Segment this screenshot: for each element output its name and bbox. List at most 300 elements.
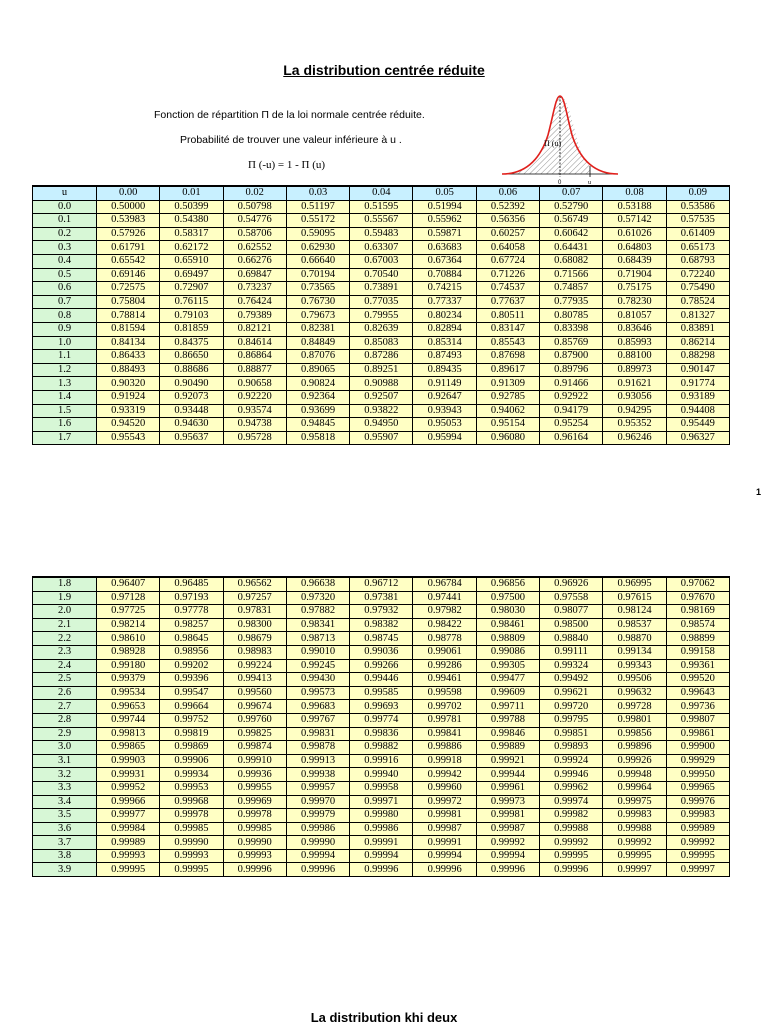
table-cell: 0.59095 bbox=[286, 227, 349, 241]
column-header: 0.05 bbox=[413, 186, 476, 200]
table-cell: 0.98124 bbox=[603, 605, 666, 619]
table-cell: 0.92922 bbox=[540, 390, 603, 404]
table-cell: 0.99985 bbox=[223, 822, 286, 836]
table-cell: 0.96712 bbox=[350, 577, 413, 591]
table-cell: 0.99983 bbox=[666, 809, 729, 823]
table-cell: 0.85993 bbox=[603, 336, 666, 350]
table-cell: 0.91309 bbox=[476, 377, 539, 391]
table-cell: 0.60257 bbox=[476, 227, 539, 241]
row-header-u: 1.8 bbox=[33, 577, 97, 591]
table-cell: 0.99795 bbox=[540, 713, 603, 727]
table-cell: 0.67724 bbox=[476, 254, 539, 268]
table-cell: 0.96246 bbox=[603, 431, 666, 445]
table-cell: 0.99865 bbox=[97, 741, 160, 755]
table-cell: 0.66640 bbox=[286, 254, 349, 268]
row-header-u: 0.2 bbox=[33, 227, 97, 241]
table-cell: 0.67364 bbox=[413, 254, 476, 268]
table-cell: 0.99996 bbox=[223, 863, 286, 877]
table-row bbox=[33, 322, 730, 336]
table-cell: 0.93448 bbox=[160, 404, 223, 418]
table-cell: 0.84134 bbox=[97, 336, 160, 350]
table-cell: 0.99632 bbox=[603, 686, 666, 700]
table-cell: 0.99995 bbox=[160, 863, 223, 877]
table-cell: 0.99944 bbox=[476, 768, 539, 782]
table-cell: 0.99430 bbox=[286, 673, 349, 687]
table-row bbox=[33, 686, 730, 700]
table-cell: 0.99993 bbox=[160, 849, 223, 863]
row-header-u: 0.9 bbox=[33, 322, 97, 336]
table-row bbox=[33, 659, 730, 673]
table-cell: 0.99728 bbox=[603, 700, 666, 714]
table-cell: 0.99813 bbox=[97, 727, 160, 741]
table-cell: 0.99961 bbox=[476, 781, 539, 795]
table-cell: 0.99910 bbox=[223, 754, 286, 768]
table-cell: 0.99736 bbox=[666, 700, 729, 714]
table-cell: 0.84849 bbox=[286, 336, 349, 350]
table-cell: 0.99874 bbox=[223, 741, 286, 755]
table-cell: 0.99841 bbox=[413, 727, 476, 741]
table-cell: 0.57926 bbox=[97, 227, 160, 241]
table-cell: 0.99492 bbox=[540, 673, 603, 687]
table-cell: 0.99061 bbox=[413, 645, 476, 659]
table-cell: 0.99994 bbox=[413, 849, 476, 863]
table-cell: 0.63307 bbox=[350, 241, 413, 255]
table-cell: 0.99964 bbox=[603, 781, 666, 795]
table-cell: 0.99996 bbox=[413, 863, 476, 877]
table-cell: 0.93056 bbox=[603, 390, 666, 404]
table-cell: 0.99991 bbox=[350, 836, 413, 850]
table-row bbox=[33, 781, 730, 795]
table-cell: 0.52790 bbox=[540, 200, 603, 214]
table-cell: 0.90320 bbox=[97, 377, 160, 391]
table-cell: 0.99324 bbox=[540, 659, 603, 673]
table-cell: 0.99643 bbox=[666, 686, 729, 700]
table-cell: 0.71904 bbox=[603, 268, 666, 282]
table-cell: 0.98645 bbox=[160, 632, 223, 646]
table-cell: 0.98030 bbox=[476, 605, 539, 619]
table-row bbox=[33, 309, 730, 323]
table-cell: 0.99995 bbox=[603, 849, 666, 863]
table-cell: 0.56749 bbox=[540, 214, 603, 228]
table-cell: 0.99918 bbox=[413, 754, 476, 768]
table-cell: 0.97128 bbox=[97, 591, 160, 605]
table-cell: 0.99990 bbox=[286, 836, 349, 850]
table-cell: 0.94520 bbox=[97, 418, 160, 432]
column-header: 0.09 bbox=[666, 186, 729, 200]
table-cell: 0.93822 bbox=[350, 404, 413, 418]
table-cell: 0.99036 bbox=[350, 645, 413, 659]
table-cell: 0.99461 bbox=[413, 673, 476, 687]
table-cell: 0.60642 bbox=[540, 227, 603, 241]
table-cell: 0.99975 bbox=[603, 795, 666, 809]
table-cell: 0.56356 bbox=[476, 214, 539, 228]
table-cell: 0.99988 bbox=[603, 822, 666, 836]
table-cell: 0.95053 bbox=[413, 418, 476, 432]
row-header-u: 3.5 bbox=[33, 809, 97, 823]
row-header-u: 2.3 bbox=[33, 645, 97, 659]
table-cell: 0.50399 bbox=[160, 200, 223, 214]
table-cell: 0.82381 bbox=[286, 322, 349, 336]
table-cell: 0.99921 bbox=[476, 754, 539, 768]
table-cell: 0.99286 bbox=[413, 659, 476, 673]
table-row bbox=[33, 591, 730, 605]
table-cell: 0.99986 bbox=[350, 822, 413, 836]
table-cell: 0.99974 bbox=[540, 795, 603, 809]
table-cell: 0.82639 bbox=[350, 322, 413, 336]
table-cell: 0.99801 bbox=[603, 713, 666, 727]
table-cell: 0.97615 bbox=[603, 591, 666, 605]
table-cell: 0.97725 bbox=[97, 605, 160, 619]
table-cell: 0.58317 bbox=[160, 227, 223, 241]
table-cell: 0.96784 bbox=[413, 577, 476, 591]
table-cell: 0.93319 bbox=[97, 404, 160, 418]
table-cell: 0.80785 bbox=[540, 309, 603, 323]
table-cell: 0.94845 bbox=[286, 418, 349, 432]
table-cell: 0.97381 bbox=[350, 591, 413, 605]
table-cell: 0.51595 bbox=[350, 200, 413, 214]
row-header-u: 1.9 bbox=[33, 591, 97, 605]
table-cell: 0.99180 bbox=[97, 659, 160, 673]
table-cell: 0.97257 bbox=[223, 591, 286, 605]
table-cell: 0.61409 bbox=[666, 227, 729, 241]
table-cell: 0.99995 bbox=[97, 863, 160, 877]
table-cell: 0.99981 bbox=[413, 809, 476, 823]
table-cell: 0.75804 bbox=[97, 295, 160, 309]
table-row bbox=[33, 577, 730, 591]
table-row bbox=[33, 418, 730, 432]
table-cell: 0.93574 bbox=[223, 404, 286, 418]
table-cell: 0.72907 bbox=[160, 282, 223, 296]
table-cell: 0.99952 bbox=[97, 781, 160, 795]
column-header: 0.04 bbox=[350, 186, 413, 200]
table-cell: 0.74537 bbox=[476, 282, 539, 296]
table-cell: 0.65910 bbox=[160, 254, 223, 268]
table-cell: 0.99997 bbox=[666, 863, 729, 877]
table-cell: 0.90988 bbox=[350, 377, 413, 391]
table-row bbox=[33, 700, 730, 714]
table-cell: 0.89251 bbox=[350, 363, 413, 377]
row-header-u: 1.5 bbox=[33, 404, 97, 418]
table-cell: 0.90824 bbox=[286, 377, 349, 391]
row-header-u: 3.0 bbox=[33, 741, 97, 755]
table-cell: 0.99988 bbox=[540, 822, 603, 836]
table-row bbox=[33, 431, 730, 445]
table-row bbox=[33, 390, 730, 404]
table-cell: 0.99506 bbox=[603, 673, 666, 687]
table-cell: 0.98778 bbox=[413, 632, 476, 646]
table-cell: 0.65542 bbox=[97, 254, 160, 268]
description-formula: Π (-u) = 1 - Π (u) bbox=[248, 159, 326, 171]
table-cell: 0.97882 bbox=[286, 605, 349, 619]
table-cell: 0.80234 bbox=[413, 309, 476, 323]
table-cell: 0.83646 bbox=[603, 322, 666, 336]
table-cell: 0.99598 bbox=[413, 686, 476, 700]
row-header-u: 2.0 bbox=[33, 605, 97, 619]
table-row bbox=[33, 836, 730, 850]
table-cell: 0.86864 bbox=[223, 350, 286, 364]
table-cell: 0.78814 bbox=[97, 309, 160, 323]
table-cell: 0.99224 bbox=[223, 659, 286, 673]
table-cell: 0.99413 bbox=[223, 673, 286, 687]
table-cell: 0.96164 bbox=[540, 431, 603, 445]
table-row bbox=[33, 200, 730, 214]
table-cell: 0.99851 bbox=[540, 727, 603, 741]
page-number: 1 bbox=[756, 487, 762, 497]
table-cell: 0.99994 bbox=[286, 849, 349, 863]
table-cell: 0.51197 bbox=[286, 200, 349, 214]
table-cell: 0.99980 bbox=[350, 809, 413, 823]
table-cell: 0.74857 bbox=[540, 282, 603, 296]
table-cell: 0.98870 bbox=[603, 632, 666, 646]
table-cell: 0.99621 bbox=[540, 686, 603, 700]
table-cell: 0.81859 bbox=[160, 322, 223, 336]
table-cell: 0.96926 bbox=[540, 577, 603, 591]
table-cell: 0.91774 bbox=[666, 377, 729, 391]
table-cell: 0.99693 bbox=[350, 700, 413, 714]
table-cell: 0.94950 bbox=[350, 418, 413, 432]
table-cell: 0.77035 bbox=[350, 295, 413, 309]
table-cell: 0.99585 bbox=[350, 686, 413, 700]
table-cell: 0.99343 bbox=[603, 659, 666, 673]
table-cell: 0.68439 bbox=[603, 254, 666, 268]
table-cell: 0.98713 bbox=[286, 632, 349, 646]
table-cell: 0.99926 bbox=[603, 754, 666, 768]
table-row bbox=[33, 741, 730, 755]
table-cell: 0.99976 bbox=[666, 795, 729, 809]
table-cell: 0.61791 bbox=[97, 241, 160, 255]
table-cell: 0.68082 bbox=[540, 254, 603, 268]
table-cell: 0.98500 bbox=[540, 618, 603, 632]
table-cell: 0.99752 bbox=[160, 713, 223, 727]
table-cell: 0.99889 bbox=[476, 741, 539, 755]
row-header-u: 1.2 bbox=[33, 363, 97, 377]
table-cell: 0.97320 bbox=[286, 591, 349, 605]
row-header-u: 3.4 bbox=[33, 795, 97, 809]
next-section-title: La distribution khi deux bbox=[310, 1010, 458, 1025]
row-header-u: 0.3 bbox=[33, 241, 97, 255]
table-cell: 0.94738 bbox=[223, 418, 286, 432]
table-cell: 0.79103 bbox=[160, 309, 223, 323]
table-cell: 0.62172 bbox=[160, 241, 223, 255]
table-cell: 0.99886 bbox=[413, 741, 476, 755]
table-cell: 0.99996 bbox=[350, 863, 413, 877]
table-row bbox=[33, 768, 730, 782]
table-cell: 0.99990 bbox=[223, 836, 286, 850]
table-cell: 0.91149 bbox=[413, 377, 476, 391]
table-cell: 0.99720 bbox=[540, 700, 603, 714]
table-cell: 0.86433 bbox=[97, 350, 160, 364]
table-cell: 0.99938 bbox=[286, 768, 349, 782]
table-cell: 0.99906 bbox=[160, 754, 223, 768]
table-cell: 0.92507 bbox=[350, 390, 413, 404]
table-cell: 0.99990 bbox=[160, 836, 223, 850]
table-cell: 0.99982 bbox=[540, 809, 603, 823]
table-row bbox=[33, 795, 730, 809]
table-cell: 0.86650 bbox=[160, 350, 223, 364]
row-header-u: 2.5 bbox=[33, 673, 97, 687]
table-cell: 0.97062 bbox=[666, 577, 729, 591]
table-cell: 0.97982 bbox=[413, 605, 476, 619]
table-cell: 0.98077 bbox=[540, 605, 603, 619]
normal-distribution-table-part-1 bbox=[32, 185, 730, 445]
table-cell: 0.99760 bbox=[223, 713, 286, 727]
table-cell: 0.77935 bbox=[540, 295, 603, 309]
table-cell: 0.74215 bbox=[413, 282, 476, 296]
table-cell: 0.72240 bbox=[666, 268, 729, 282]
table-cell: 0.99987 bbox=[413, 822, 476, 836]
table-cell: 0.99996 bbox=[476, 863, 539, 877]
column-header: 0.00 bbox=[97, 186, 160, 200]
table-header-row bbox=[33, 186, 730, 200]
table-cell: 0.88686 bbox=[160, 363, 223, 377]
table-corner-u: u bbox=[33, 186, 97, 200]
table-cell: 0.99984 bbox=[97, 822, 160, 836]
table-cell: 0.75175 bbox=[603, 282, 666, 296]
table-cell: 0.95818 bbox=[286, 431, 349, 445]
table-cell: 0.99970 bbox=[286, 795, 349, 809]
row-header-u: 0.4 bbox=[33, 254, 97, 268]
table-cell: 0.99134 bbox=[603, 645, 666, 659]
table-cell: 0.99396 bbox=[160, 673, 223, 687]
table-cell: 0.99992 bbox=[666, 836, 729, 850]
table-cell: 0.70194 bbox=[286, 268, 349, 282]
table-cell: 0.94630 bbox=[160, 418, 223, 432]
table-cell: 0.99997 bbox=[603, 863, 666, 877]
table-cell: 0.93189 bbox=[666, 390, 729, 404]
table-cell: 0.68793 bbox=[666, 254, 729, 268]
table-cell: 0.97500 bbox=[476, 591, 539, 605]
table-cell: 0.89973 bbox=[603, 363, 666, 377]
table-cell: 0.80511 bbox=[476, 309, 539, 323]
table-cell: 0.96327 bbox=[666, 431, 729, 445]
table-row bbox=[33, 295, 730, 309]
table-cell: 0.73891 bbox=[350, 282, 413, 296]
table-cell: 0.99788 bbox=[476, 713, 539, 727]
table-cell: 0.99305 bbox=[476, 659, 539, 673]
row-header-u: 3.1 bbox=[33, 754, 97, 768]
table-row bbox=[33, 605, 730, 619]
table-cell: 0.99955 bbox=[223, 781, 286, 795]
table-body-part-1 bbox=[33, 200, 730, 445]
table-cell: 0.51994 bbox=[413, 200, 476, 214]
table-cell: 0.99903 bbox=[97, 754, 160, 768]
table-cell: 0.99929 bbox=[666, 754, 729, 768]
table-cell: 0.99547 bbox=[160, 686, 223, 700]
table-cell: 0.69497 bbox=[160, 268, 223, 282]
table-cell: 0.64431 bbox=[540, 241, 603, 255]
table-cell: 0.99361 bbox=[666, 659, 729, 673]
table-row bbox=[33, 254, 730, 268]
table-cell: 0.98956 bbox=[160, 645, 223, 659]
table-cell: 0.99900 bbox=[666, 741, 729, 755]
table-cell: 0.81594 bbox=[97, 322, 160, 336]
table-cell: 0.99966 bbox=[97, 795, 160, 809]
table-cell: 0.77337 bbox=[413, 295, 476, 309]
table-cell: 0.98382 bbox=[350, 618, 413, 632]
table-cell: 0.55962 bbox=[413, 214, 476, 228]
table-cell: 0.99972 bbox=[413, 795, 476, 809]
table-cell: 0.99931 bbox=[97, 768, 160, 782]
table-cell: 0.99882 bbox=[350, 741, 413, 755]
table-cell: 0.94408 bbox=[666, 404, 729, 418]
table-cell: 0.99924 bbox=[540, 754, 603, 768]
table-cell: 0.95994 bbox=[413, 431, 476, 445]
table-cell: 0.91924 bbox=[97, 390, 160, 404]
table-cell: 0.97193 bbox=[160, 591, 223, 605]
table-cell: 0.87286 bbox=[350, 350, 413, 364]
table-cell: 0.62930 bbox=[286, 241, 349, 255]
table-cell: 0.87076 bbox=[286, 350, 349, 364]
table-cell: 0.89065 bbox=[286, 363, 349, 377]
table-cell: 0.98745 bbox=[350, 632, 413, 646]
page-title: La distribution centrée réduite bbox=[283, 62, 485, 78]
table-row bbox=[33, 618, 730, 632]
table-row bbox=[33, 227, 730, 241]
table-cell: 0.98461 bbox=[476, 618, 539, 632]
table-cell: 0.99896 bbox=[603, 741, 666, 755]
table-cell: 0.99245 bbox=[286, 659, 349, 673]
table-cell: 0.88877 bbox=[223, 363, 286, 377]
normal-distribution-table-part-2 bbox=[32, 576, 730, 877]
table-cell: 0.97558 bbox=[540, 591, 603, 605]
table-cell: 0.99965 bbox=[666, 781, 729, 795]
column-header: 0.07 bbox=[540, 186, 603, 200]
table-cell: 0.97831 bbox=[223, 605, 286, 619]
table-cell: 0.76730 bbox=[286, 295, 349, 309]
table-cell: 0.82894 bbox=[413, 322, 476, 336]
table-cell: 0.98257 bbox=[160, 618, 223, 632]
table-cell: 0.98422 bbox=[413, 618, 476, 632]
row-header-u: 1.3 bbox=[33, 377, 97, 391]
table-cell: 0.85543 bbox=[476, 336, 539, 350]
table-cell: 0.99936 bbox=[223, 768, 286, 782]
table-cell: 0.95543 bbox=[97, 431, 160, 445]
row-header-u: 2.8 bbox=[33, 713, 97, 727]
table-row bbox=[33, 241, 730, 255]
table-cell: 0.53586 bbox=[666, 200, 729, 214]
table-cell: 0.99831 bbox=[286, 727, 349, 741]
row-header-u: 1.4 bbox=[33, 390, 97, 404]
table-cell: 0.99520 bbox=[666, 673, 729, 687]
table-cell: 0.85769 bbox=[540, 336, 603, 350]
table-cell: 0.53983 bbox=[97, 214, 160, 228]
table-cell: 0.91621 bbox=[603, 377, 666, 391]
table-cell: 0.98341 bbox=[286, 618, 349, 632]
table-cell: 0.83147 bbox=[476, 322, 539, 336]
table-cell: 0.99664 bbox=[160, 700, 223, 714]
table-row bbox=[33, 282, 730, 296]
table-cell: 0.96562 bbox=[223, 577, 286, 591]
table-cell: 0.69146 bbox=[97, 268, 160, 282]
table-cell: 0.96080 bbox=[476, 431, 539, 445]
table-cell: 0.88298 bbox=[666, 350, 729, 364]
row-header-u: 3.6 bbox=[33, 822, 97, 836]
column-header: 0.08 bbox=[603, 186, 666, 200]
table-cell: 0.99893 bbox=[540, 741, 603, 755]
table-cell: 0.99979 bbox=[286, 809, 349, 823]
table-cell: 0.99573 bbox=[286, 686, 349, 700]
table-cell: 0.99856 bbox=[603, 727, 666, 741]
table-cell: 0.99202 bbox=[160, 659, 223, 673]
table-cell: 0.75490 bbox=[666, 282, 729, 296]
table-cell: 0.99978 bbox=[160, 809, 223, 823]
table-cell: 0.99995 bbox=[540, 849, 603, 863]
table-cell: 0.98610 bbox=[97, 632, 160, 646]
table-cell: 0.65173 bbox=[666, 241, 729, 255]
table-cell: 0.99968 bbox=[160, 795, 223, 809]
table-cell: 0.81057 bbox=[603, 309, 666, 323]
row-header-u: 3.2 bbox=[33, 768, 97, 782]
